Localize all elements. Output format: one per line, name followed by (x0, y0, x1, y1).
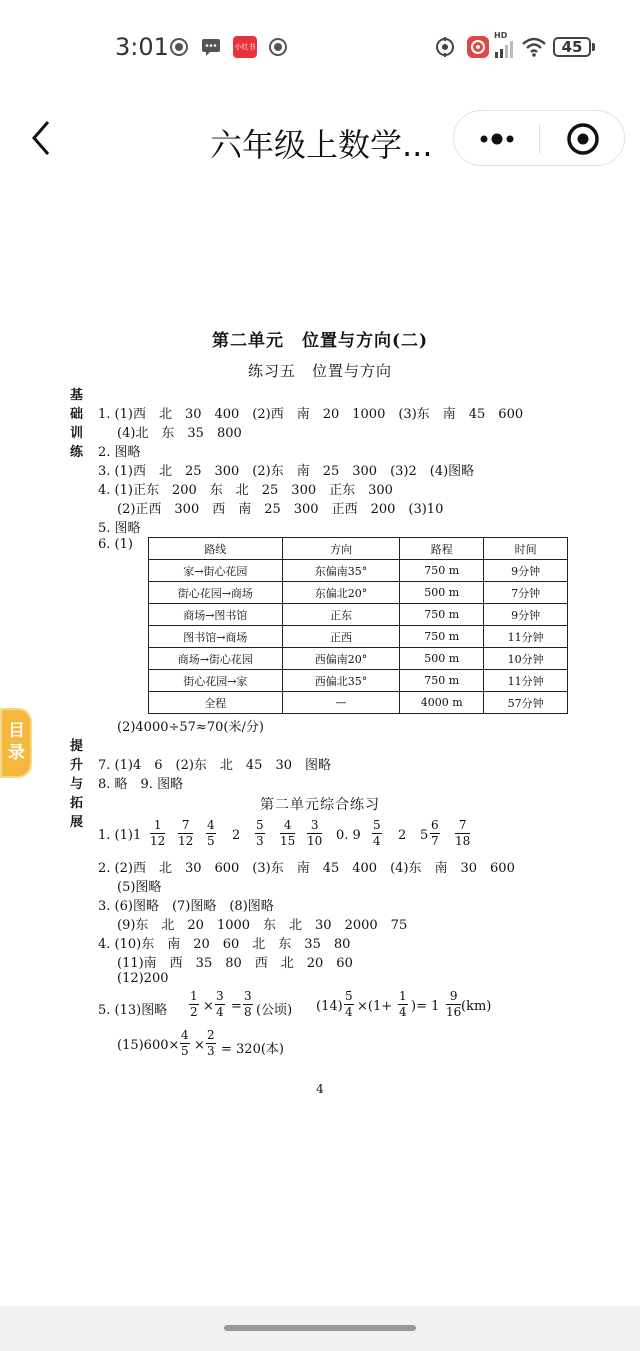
fraction: $\frac{4}{15}$ (280, 818, 296, 848)
table-cell: 500 m (400, 648, 484, 670)
record-icon (168, 36, 190, 58)
table-cell: 街心花园→家 (149, 670, 283, 692)
answer-line: 8. 略 9. 图略 (98, 777, 184, 792)
table-cell: 11分钟 (484, 626, 568, 648)
table-cell: 图书馆→商场 (149, 626, 283, 648)
answer-line: (2)4000÷57≈70(米/分) (117, 720, 264, 735)
math-expression: ×(1+ (357, 999, 393, 1014)
table-header: 路程 (400, 538, 484, 560)
answer-unit: (公顷) (256, 1003, 293, 1018)
table-cell: 西偏南20° (282, 648, 400, 670)
route-table (148, 537, 568, 714)
answer-line: (15)600× (117, 1038, 180, 1053)
answer-line: 4. (1)正东 200 东 北 25 300 正东 300 (98, 483, 393, 498)
status-time: 3:01 (115, 33, 169, 61)
answer-line: (2)正西 300 西 南 25 300 正西 200 (3)10 (117, 502, 444, 517)
answer-line: 2. (2)西 北 30 600 (3)东 南 45 400 (4)东 南 30 600 (98, 861, 515, 876)
battery-tip (592, 43, 595, 51)
answer-line: 7. (1)4 6 (2)东 北 45 30 图略 (98, 758, 331, 773)
back-button[interactable] (22, 118, 62, 158)
fraction: $\frac{5}{4}$ (345, 989, 353, 1019)
answer-line: (12)200 (117, 971, 169, 986)
message-icon (200, 36, 222, 58)
table-cell: 750 m (400, 670, 484, 692)
fraction: $\frac{5}{3}$ (256, 818, 264, 848)
location-icon (434, 36, 456, 58)
fraction: $\frac{4}{5}$ (207, 818, 215, 848)
math-operator: × (194, 1038, 205, 1053)
answer-line: (5)图略 (117, 880, 162, 895)
fraction: $\frac{6}{7}$ (431, 818, 439, 848)
fraction: $\frac{9}{16}$ (446, 989, 462, 1019)
math-operator: = (231, 999, 242, 1014)
exercise-title: 练习五 位置与方向 (247, 362, 392, 380)
table-cell: 西偏北35° (282, 670, 400, 692)
back-chevron-icon (34, 122, 48, 154)
answer-line: (9)东 北 20 1000 东 北 30 2000 75 (117, 918, 408, 933)
battery-icon: 45 (553, 37, 591, 57)
table-cell: 11分钟 (484, 670, 568, 692)
table-cell: 商场→图书馆 (149, 604, 283, 626)
table-cell: 东偏北20° (282, 582, 400, 604)
answer-line: 1. (1)1 (98, 828, 142, 843)
table-row (149, 604, 568, 626)
toc-tab-label: 目录 (8, 721, 25, 763)
answer-line: 2. 图略 (98, 445, 141, 460)
table-cell: 9分钟 (484, 560, 568, 582)
target-close-icon (569, 125, 597, 153)
table-row (149, 626, 568, 648)
answer-line: 1. (1)西 北 30 400 (2)西 南 20 1000 (3)东 南 45 600 (98, 407, 524, 422)
capsule-menu (453, 110, 625, 166)
fraction: $\frac{3}{10}$ (307, 818, 323, 848)
answer-line: (11)南 西 35 80 西 北 20 60 (117, 956, 353, 971)
unit-title: 第二单元 位置与方向(二) (211, 331, 429, 351)
status-bar (0, 0, 640, 95)
close-button[interactable] (540, 111, 626, 167)
record-icon (267, 36, 289, 58)
table-row (149, 670, 568, 692)
table-cell: 500 m (400, 582, 484, 604)
fraction: $\frac{7}{18}$ (455, 818, 471, 848)
fraction: $\frac{1}{12}$ (150, 818, 166, 848)
table-cell: 东偏南35° (282, 560, 400, 582)
table-cell: 7分钟 (484, 582, 568, 604)
fraction: $\frac{1}{2}$ (190, 989, 198, 1019)
table-cell: 750 m (400, 626, 484, 648)
review-title: 第二单元综合练习 (260, 797, 380, 813)
answer-line: 4. (10)东 南 20 60 北 东 35 80 (98, 937, 351, 952)
answer-value: 5 (420, 828, 429, 843)
math-expression: = 320(本) (221, 1042, 284, 1057)
table-row (149, 692, 568, 714)
answer-value: 2 (398, 828, 407, 843)
table-header: 路线 (149, 538, 283, 560)
section-extension: 提升与拓展 (70, 739, 84, 830)
table-cell: 57分钟 (484, 692, 568, 714)
fraction: $\frac{1}{4}$ (399, 989, 407, 1019)
fraction: $\frac{2}{3}$ (207, 1028, 215, 1058)
table-cell: 750 m (400, 604, 484, 626)
fraction: $\frac{3}{4}$ (216, 989, 224, 1019)
answer-line: 3. (1)西 北 25 300 (2)东 南 25 300 (3)2 (4)图略 (98, 464, 475, 479)
table-cell: 全程 (149, 692, 283, 714)
fraction: $\frac{5}{4}$ (373, 818, 381, 848)
more-dots-icon (481, 134, 514, 145)
fraction: $\frac{7}{12}$ (178, 818, 194, 848)
answer-line: (4)北 东 35 800 (117, 426, 242, 441)
fraction: $\frac{3}{8}$ (244, 989, 252, 1019)
answer-unit: (km) (461, 999, 492, 1014)
table-header-row (149, 538, 568, 560)
answer-line: 3. (6)图略 (7)图略 (8)图略 (98, 899, 274, 914)
hd-label: HD (494, 31, 508, 40)
table-row (149, 648, 568, 670)
fraction: $\frac{4}{5}$ (181, 1028, 189, 1058)
table-cell: 商场→街心花园 (149, 648, 283, 670)
answer-line: 5. (13)图略 (98, 1003, 168, 1018)
answer-value: 0. 9 (336, 828, 361, 843)
answer-line: 5. 图略 (98, 521, 141, 536)
section-basic: 基础训练 (70, 388, 84, 460)
hd-signal-icon (494, 40, 518, 58)
answer-label: (14) (316, 999, 343, 1014)
table-cell: 街心花园→商场 (149, 582, 283, 604)
answer-value: 2 (232, 828, 241, 843)
table-cell: 正东 (282, 604, 400, 626)
math-operator: × (203, 999, 214, 1014)
table-row (149, 560, 568, 582)
table-cell: 家→街心花园 (149, 560, 283, 582)
table-row (149, 582, 568, 604)
table-cell: — (282, 692, 400, 714)
page-title: 六年级上数学... (210, 126, 433, 164)
table-cell: 10分钟 (484, 648, 568, 670)
app-badge-icon: 小红书 (233, 36, 257, 58)
table-header: 方向 (282, 538, 400, 560)
hotspot-icon (466, 35, 490, 59)
table-cell: 9分钟 (484, 604, 568, 626)
table-cell: 750 m (400, 560, 484, 582)
page-number: 4 (316, 1082, 324, 1096)
toc-tab-button[interactable] (0, 708, 32, 778)
wifi-icon (521, 36, 547, 58)
home-indicator[interactable] (224, 1325, 416, 1331)
bottom-bar (0, 1306, 640, 1351)
table-header: 时间 (484, 538, 568, 560)
math-expression: )= 1 (411, 999, 440, 1014)
answer-line: 6. (1) (98, 537, 133, 552)
more-button[interactable] (454, 111, 539, 167)
table-cell: 正西 (282, 626, 400, 648)
table-cell: 4000 m (400, 692, 484, 714)
